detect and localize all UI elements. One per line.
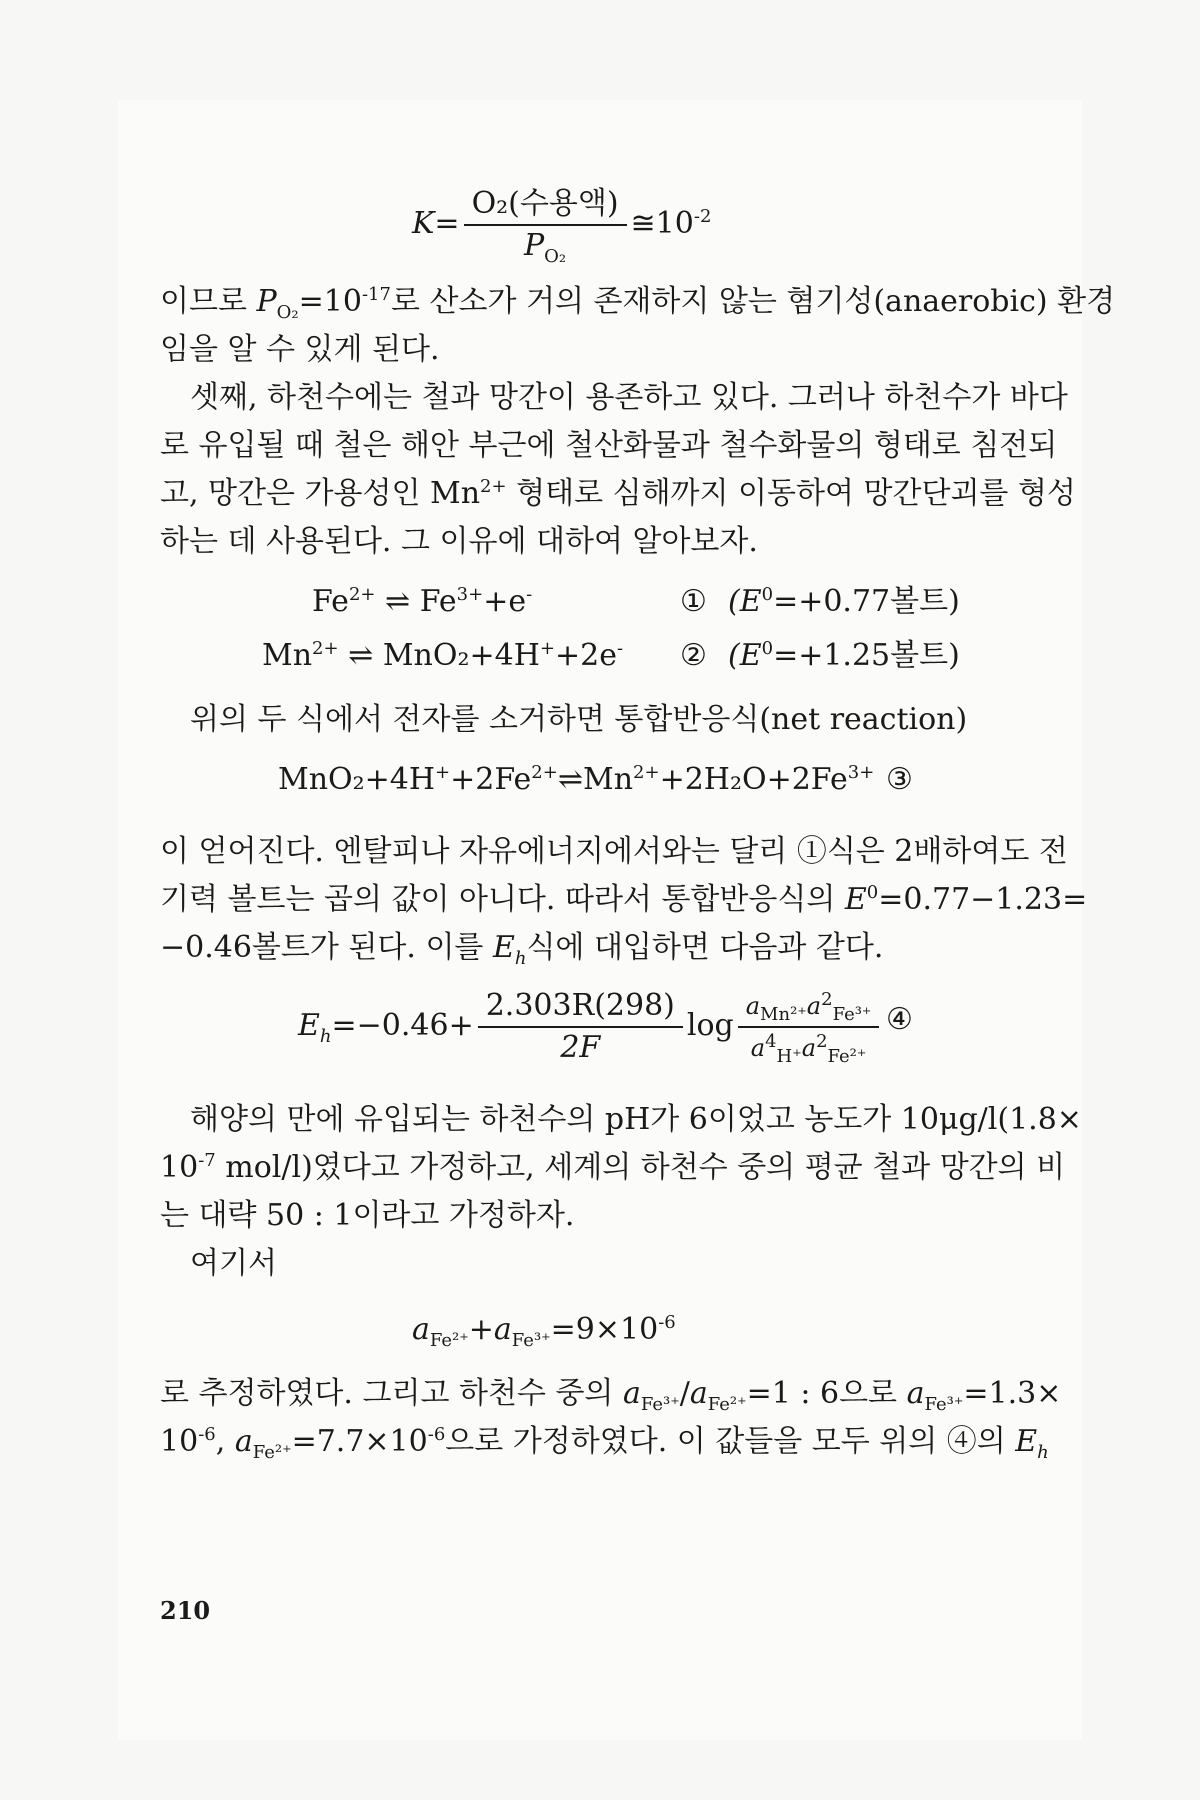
para2-line1: 셋째, 하천수에는 철과 망간이 용존하고 있다. 그러나 하천수가 바다 (190, 380, 1068, 415)
para6-line2: $10^{-6}$, $a_{Fe^{2+}}=7.7\times 10^{-6}$으로 가정하였다. 이 값들을 모두 위의 ④의 $E_h$ (160, 1424, 1049, 1463)
para5-line4: 여기서 (190, 1246, 277, 1281)
eq-k-rhs: ≅10 (630, 206, 694, 241)
eq-eh-log-fraction: $\frac{a_{Mn^{2+}}a^2_{Fe^{3+}}}{a^4_{H^+}a^2_{Fe^{2+}}}$ (738, 988, 880, 1066)
equation-k (412, 186, 712, 267)
para2-line3: 고, 망간은 가용성인 $Mn^{2+}$ 형태로 심해까지 이동하여 망간단괴를 형성 (160, 476, 1076, 511)
eq-eh-fraction: $\frac{2.303R(298)}{2F}$ (478, 988, 683, 1066)
eq-k-fraction (464, 186, 627, 267)
para1-line2: 임을 알 수 있게 된다. (160, 332, 440, 367)
para4-line3: −0.46볼트가 된다. 이를 $E_h$식에 대입하면 다음과 같다. (160, 930, 884, 969)
eq-k-den-sub: O₂ (544, 246, 567, 267)
para5-line1: 해양의 만에 유입되는 하천수의 pH가 6이었고 농도가 10μg/l(1.8× (190, 1102, 1082, 1137)
para2-line2: 로 유입될 때 철은 해안 부근에 철산화물과 철수화물의 형태로 침전되 (160, 428, 1058, 463)
para4-line2: 기력 볼트는 곱의 값이 아니다. 따라서 통합반응식의 $E^0=0.77-1.23=$ (160, 882, 1088, 917)
reaction-1-potential: ($E^0=+0.77$볼트) (728, 584, 960, 619)
equilibrium-arrow-icon: ⇌ (557, 762, 583, 797)
reaction-1: $Fe^{2+}$ ⇌ $Fe^{3+}+e^-$ (312, 584, 533, 619)
para3-line1: 위의 두 식에서 전자를 소거하면 통합반응식(net reaction) (190, 702, 968, 737)
equation-activity-sum: $a_{Fe^{2+}}+a_{Fe^{3+}}=9\times 10^{-6}$ (412, 1312, 676, 1351)
para2-line4: 하는 데 사용된다. 그 이유에 대하여 알아보자. (160, 524, 758, 559)
eq-k-rhs-sup: -2 (693, 206, 712, 227)
para6-line1: 로 추정하였다. 그리고 하천수 중의 $a_{Fe^{3+}}/a_{Fe^{2+}}=1$ : 6으로 $a_{Fe^{3+}}=1.3\times$ (160, 1376, 1062, 1415)
reaction-1-marker: ① (680, 584, 707, 619)
reaction-2: $Mn^{2+}$ ⇌ MnO₂+4H++2e- (262, 638, 624, 673)
eq-k-lhs: K= (412, 206, 460, 241)
reaction-2-marker: ② (680, 638, 707, 673)
equilibrium-arrow-icon: ⇌ (348, 638, 374, 673)
equilibrium-arrow-icon: ⇌ (385, 584, 411, 619)
equation-eh: $E_h=-0.46+$ $\frac{2.303R(298)}{2F}$ log $\frac{a_{Mn^{2+}}a^2_{Fe^{3+}}}{a^4_{H^+}a^2_{Fe^{2+}}}$ (298, 988, 883, 1066)
para1-line1: 이므로 $P_{O_2}=10^{-17}$로 산소가 거의 존재하지 않는 혐기성(anaerobic) 환경 (160, 284, 1116, 323)
reaction-2-potential: ($E^0=+1.25$볼트) (728, 638, 960, 673)
page-number: 210 (160, 1596, 211, 1625)
para4-line1: 이 얻어진다. 엔탈피나 자유에너지에서와는 달리 ①식은 2배하여도 전 (160, 834, 1068, 869)
eq-k-numerator: O₂(수용액) (464, 186, 627, 226)
eq-k-denominator: P (523, 228, 545, 263)
equation-eh-marker: ④ (886, 1002, 913, 1037)
reaction-3-marker: ③ (886, 762, 913, 797)
para5-line3: 는 대략 50 : 1이라고 가정하자. (160, 1198, 575, 1233)
reaction-3: $MnO_2+4H^++2Fe^{2+}\rightleftharpoons Mn^{2+}+2H_2O+2Fe^{3+}$ (278, 762, 875, 797)
para5-line2: $10^{-7}$ mol/l)였다고 가정하고, 세계의 하천수 중의 평균 철과 망간의 비 (160, 1150, 1066, 1185)
